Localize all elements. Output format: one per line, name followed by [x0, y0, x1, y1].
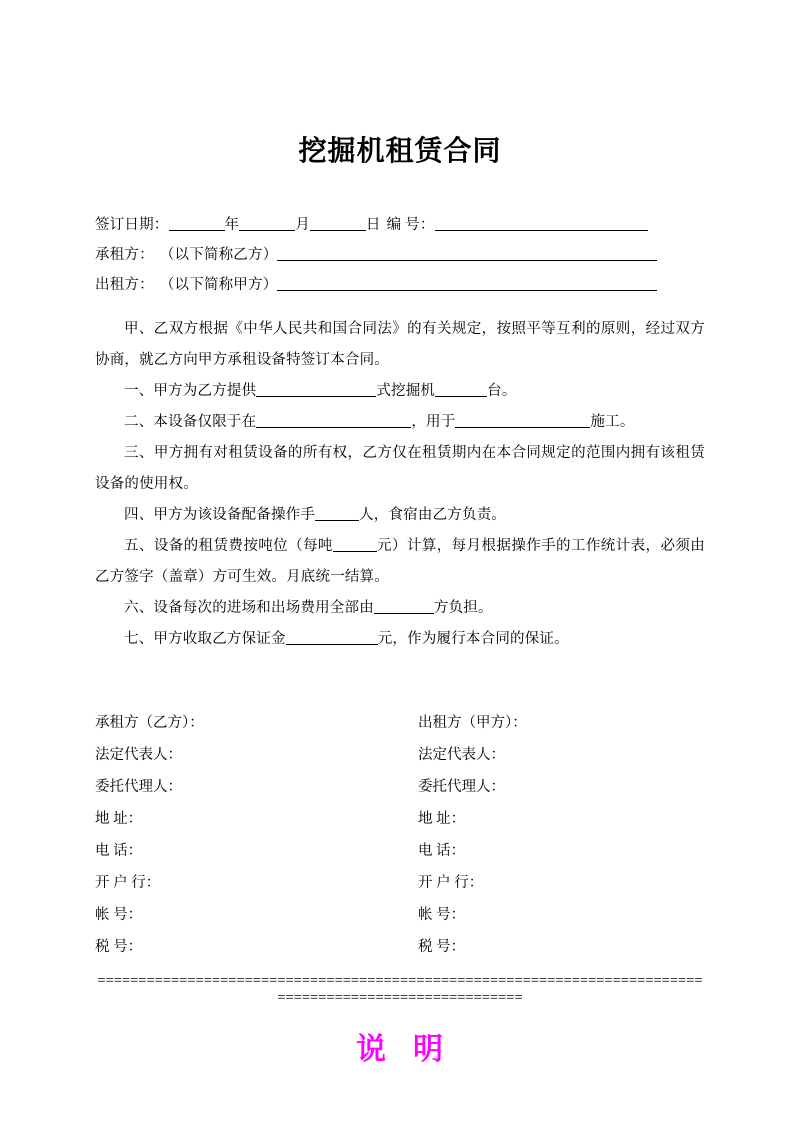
lessee-tax-number: 税 号： [95, 939, 143, 955]
clause-2-text-after: 施工。 [590, 414, 635, 430]
page-title: 挖掘机租赁合同 [298, 135, 502, 166]
clause-1-text-middle: 式挖掘机 [376, 383, 436, 399]
lessee-legal-rep: 法定代表人： [95, 747, 182, 763]
year-unit: 年 [224, 217, 240, 233]
lessor-line [95, 270, 705, 300]
lessee-alias: （以下简称乙方） [159, 247, 278, 263]
lessor-party-title: 出租方（甲方）： [418, 715, 527, 731]
clause-7-index: 七、 [124, 631, 154, 647]
clause-4-operator-blank[interactable] [315, 506, 359, 521]
clause-2-site-blank[interactable] [256, 413, 411, 428]
document-content [95, 0, 705, 1068]
lessee-party-title: 承租方（乙方）： [95, 715, 204, 731]
lessee-agent: 委托代理人： [95, 779, 182, 795]
clause-3-text: 甲方拥有对租赁设备的所有权，乙方仅在租赁期内在本合同规定的范围内拥有该租赁设备的使用权。 [95, 445, 705, 492]
lessee-address: 地 址： [95, 811, 143, 827]
lessee-name-blank[interactable] [277, 246, 657, 261]
lessor-tax-number: 税 号： [418, 939, 466, 955]
lessee-label: 承租方： [95, 247, 154, 263]
clause-5-text-before: 设备的租赁费按吨位（每吨 [153, 538, 333, 554]
day-blank[interactable] [310, 216, 366, 231]
clause-1-model-blank[interactable] [256, 382, 376, 397]
signing-date-label: 签订日期： [95, 217, 169, 233]
section-separator: ======================================================================================================== [97, 973, 703, 1006]
lessor-agent: 委托代理人： [418, 779, 505, 795]
month-blank[interactable] [239, 216, 295, 231]
clause-6-payer-blank[interactable] [374, 599, 434, 614]
preamble-paragraph: 甲、乙双方根据《中华人民共和国合同法》的有关规定，按照平等互利的原则，经过双方协商，就乙方向甲方承租设备特签订本合同。 [95, 321, 705, 368]
clause-6-index: 六、 [124, 600, 154, 616]
clause-5-index: 五、 [124, 538, 154, 554]
clause-4-text-after: 人，食宿由乙方负责。 [359, 507, 507, 523]
lessee-bank: 开 户 行： [95, 875, 161, 891]
lessor-name-blank[interactable] [277, 276, 657, 291]
lessor-alias: （以下简称甲方） [159, 277, 278, 293]
clause-7-text-after: 元，作为履行本合同的保证。 [377, 631, 569, 647]
clause-4-text-before: 甲方为该设备配备操作手 [153, 507, 316, 523]
header-fields [95, 210, 705, 300]
section-heading-explanation [95, 1024, 705, 1068]
clause-6-text-after: 方负担。 [433, 600, 493, 616]
clause-5 [95, 531, 705, 593]
lessor-signature-column [400, 707, 705, 963]
clause-2-text-middle: ，用于 [411, 414, 456, 430]
clause-2-index: 二、 [124, 414, 154, 430]
lessor-address: 地 址： [418, 811, 466, 827]
clause-1-count-blank[interactable] [435, 382, 487, 397]
clause-6 [95, 593, 705, 624]
clause-2-use-blank[interactable] [455, 413, 590, 428]
lessee-signature-column [95, 707, 400, 963]
clause-1-index: 一、 [124, 383, 154, 399]
clause-5-text-after: 元）计算，每月根据操作手的工作统计表，必须由乙方签字（盖章）方可生效。月底统一结算。 [95, 538, 705, 585]
section-heading-char-1: 说 [356, 1033, 387, 1066]
lessor-legal-rep: 法定代表人： [418, 747, 505, 763]
lessee-phone: 电 话： [95, 843, 143, 859]
contract-number-blank[interactable] [435, 216, 648, 231]
clause-7-deposit-blank[interactable] [286, 630, 378, 645]
clause-3-index: 三、 [124, 445, 154, 461]
lessor-label: 出租方： [95, 277, 154, 293]
clause-7-text-before: 甲方收取乙方保证金 [153, 631, 286, 647]
lessor-phone: 电 话： [418, 843, 466, 859]
clause-7 [95, 624, 705, 655]
month-unit: 月 [295, 217, 310, 233]
clause-1-text-before: 甲方为乙方提供 [153, 383, 257, 399]
clause-4 [95, 500, 705, 531]
signing-date-line [95, 210, 705, 240]
lessor-bank: 开 户 行： [418, 875, 484, 891]
clause-4-index: 四、 [124, 507, 154, 523]
clause-2-text-before: 本设备仅限于在 [153, 414, 257, 430]
clause-5-rate-blank[interactable] [333, 537, 377, 552]
lessor-account: 帐 号： [418, 907, 466, 923]
clause-1-text-after: 台。 [487, 383, 517, 399]
day-unit: 日 [365, 217, 381, 233]
lessee-line [95, 240, 705, 270]
clause-3 [95, 438, 705, 500]
signature-block [95, 707, 705, 963]
contract-number-label: 编 号： [386, 217, 435, 233]
clause-1 [95, 376, 705, 407]
year-blank[interactable] [169, 216, 225, 231]
section-heading-char-2: 明 [413, 1033, 444, 1066]
lessee-account: 帐 号： [95, 907, 143, 923]
clause-2 [95, 407, 705, 438]
clause-6-text-before: 设备每次的进场和出场费用全部由 [153, 600, 374, 616]
